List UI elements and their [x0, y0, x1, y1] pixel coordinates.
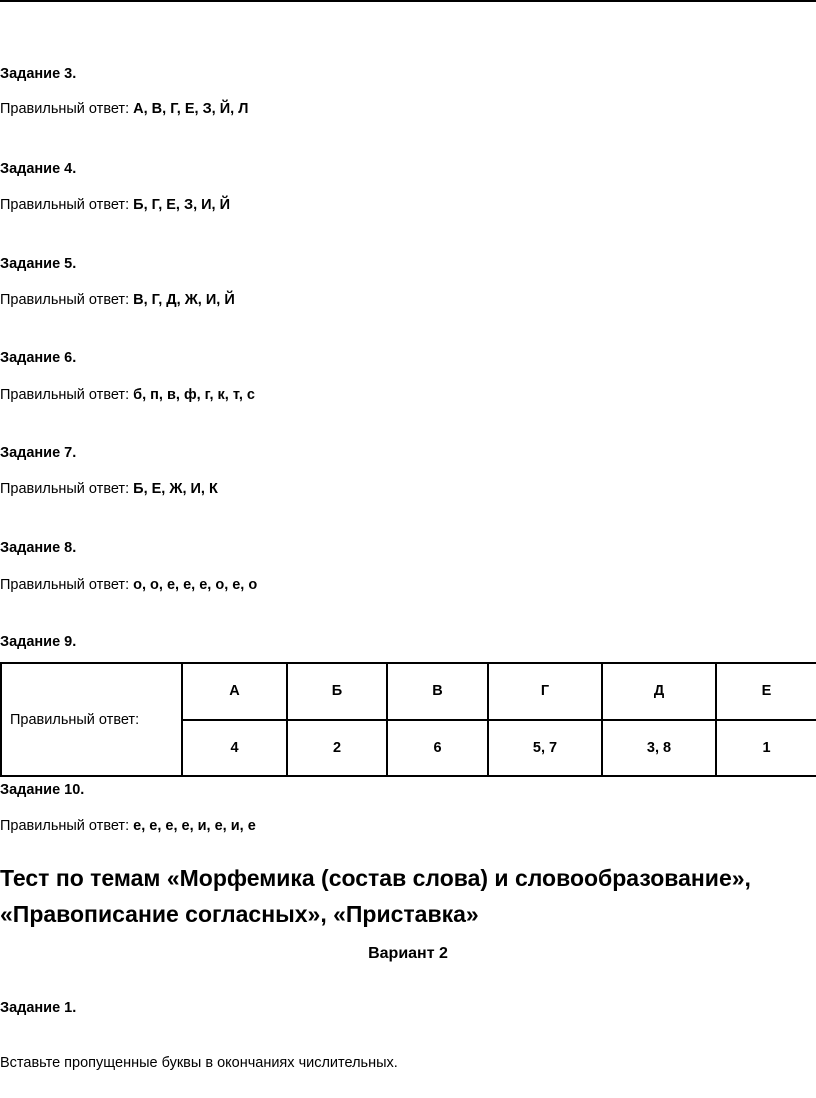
variant-title: Вариант 2	[368, 945, 448, 962]
table-value-cell: 6	[387, 720, 488, 777]
task-3-answer	[0, 101, 248, 117]
task-9-answer-table	[0, 662, 816, 777]
table-header-cell: А	[182, 663, 287, 720]
task-5-answer	[0, 292, 235, 308]
task-1-title: Задание 1.	[0, 1000, 77, 1016]
table-row-label: Правильный ответ:	[1, 663, 182, 776]
answer-label: Правильный ответ:	[0, 387, 130, 403]
task-10-answer	[0, 818, 256, 834]
answer-value: о, о, е, е, е, о, е, о	[133, 577, 258, 593]
top-border-line	[0, 0, 816, 2]
test-heading	[0, 860, 810, 932]
task-4-answer	[0, 197, 230, 213]
task-6-title: Задание 6.	[0, 350, 77, 366]
table-header-cell: Е	[716, 663, 816, 720]
task-8-answer	[0, 577, 257, 593]
task-1-instruction: Вставьте пропущенные буквы в окончаниях числительных.	[0, 1055, 398, 1071]
answer-value: б, п, в, ф, г, к, т, с	[133, 387, 255, 403]
table-value-cell: 2	[287, 720, 387, 777]
answer-value: Б, Е, Ж, И, К	[133, 481, 218, 497]
answer-value: А, В, Г, Е, З, Й, Л	[133, 101, 249, 117]
task-10-title: Задание 10.	[0, 782, 85, 798]
task-3-title: Задание 3.	[0, 66, 77, 82]
table-header-cell: Б	[287, 663, 387, 720]
task-5-title: Задание 5.	[0, 256, 77, 272]
task-8-title: Задание 8.	[0, 540, 77, 556]
table-value-cell: 5, 7	[488, 720, 602, 777]
answer-label: Правильный ответ:	[0, 101, 130, 117]
table-header-cell: В	[387, 663, 488, 720]
answer-label: Правильный ответ:	[0, 292, 130, 308]
table-value-cell: 1	[716, 720, 816, 777]
answer-label: Правильный ответ:	[0, 197, 130, 213]
task-7-answer	[0, 481, 218, 497]
answer-value: Б, Г, Е, З, И, Й	[133, 197, 231, 213]
table-header-cell: Г	[488, 663, 602, 720]
test-heading-line-2: «Правописание согласных», «Приставка»	[0, 901, 479, 927]
answer-value: е, е, е, е, и, е, и, е	[133, 818, 256, 834]
table-value-cell: 3, 8	[602, 720, 716, 777]
answer-label: Правильный ответ:	[0, 818, 130, 834]
test-heading-line-1: Тест по темам «Морфемика (состав слова) и словообразование»,	[0, 865, 751, 891]
task-7-title: Задание 7.	[0, 445, 77, 461]
task-6-answer	[0, 387, 255, 403]
answer-label: Правильный ответ:	[0, 481, 130, 497]
task-4-title: Задание 4.	[0, 161, 77, 177]
answer-label: Правильный ответ:	[0, 577, 130, 593]
table-header-row	[1, 663, 816, 720]
table-header-cell: Д	[602, 663, 716, 720]
task-9-title: Задание 9.	[0, 634, 77, 650]
answer-value: В, Г, Д, Ж, И, Й	[133, 292, 235, 308]
table-value-cell: 4	[182, 720, 287, 777]
